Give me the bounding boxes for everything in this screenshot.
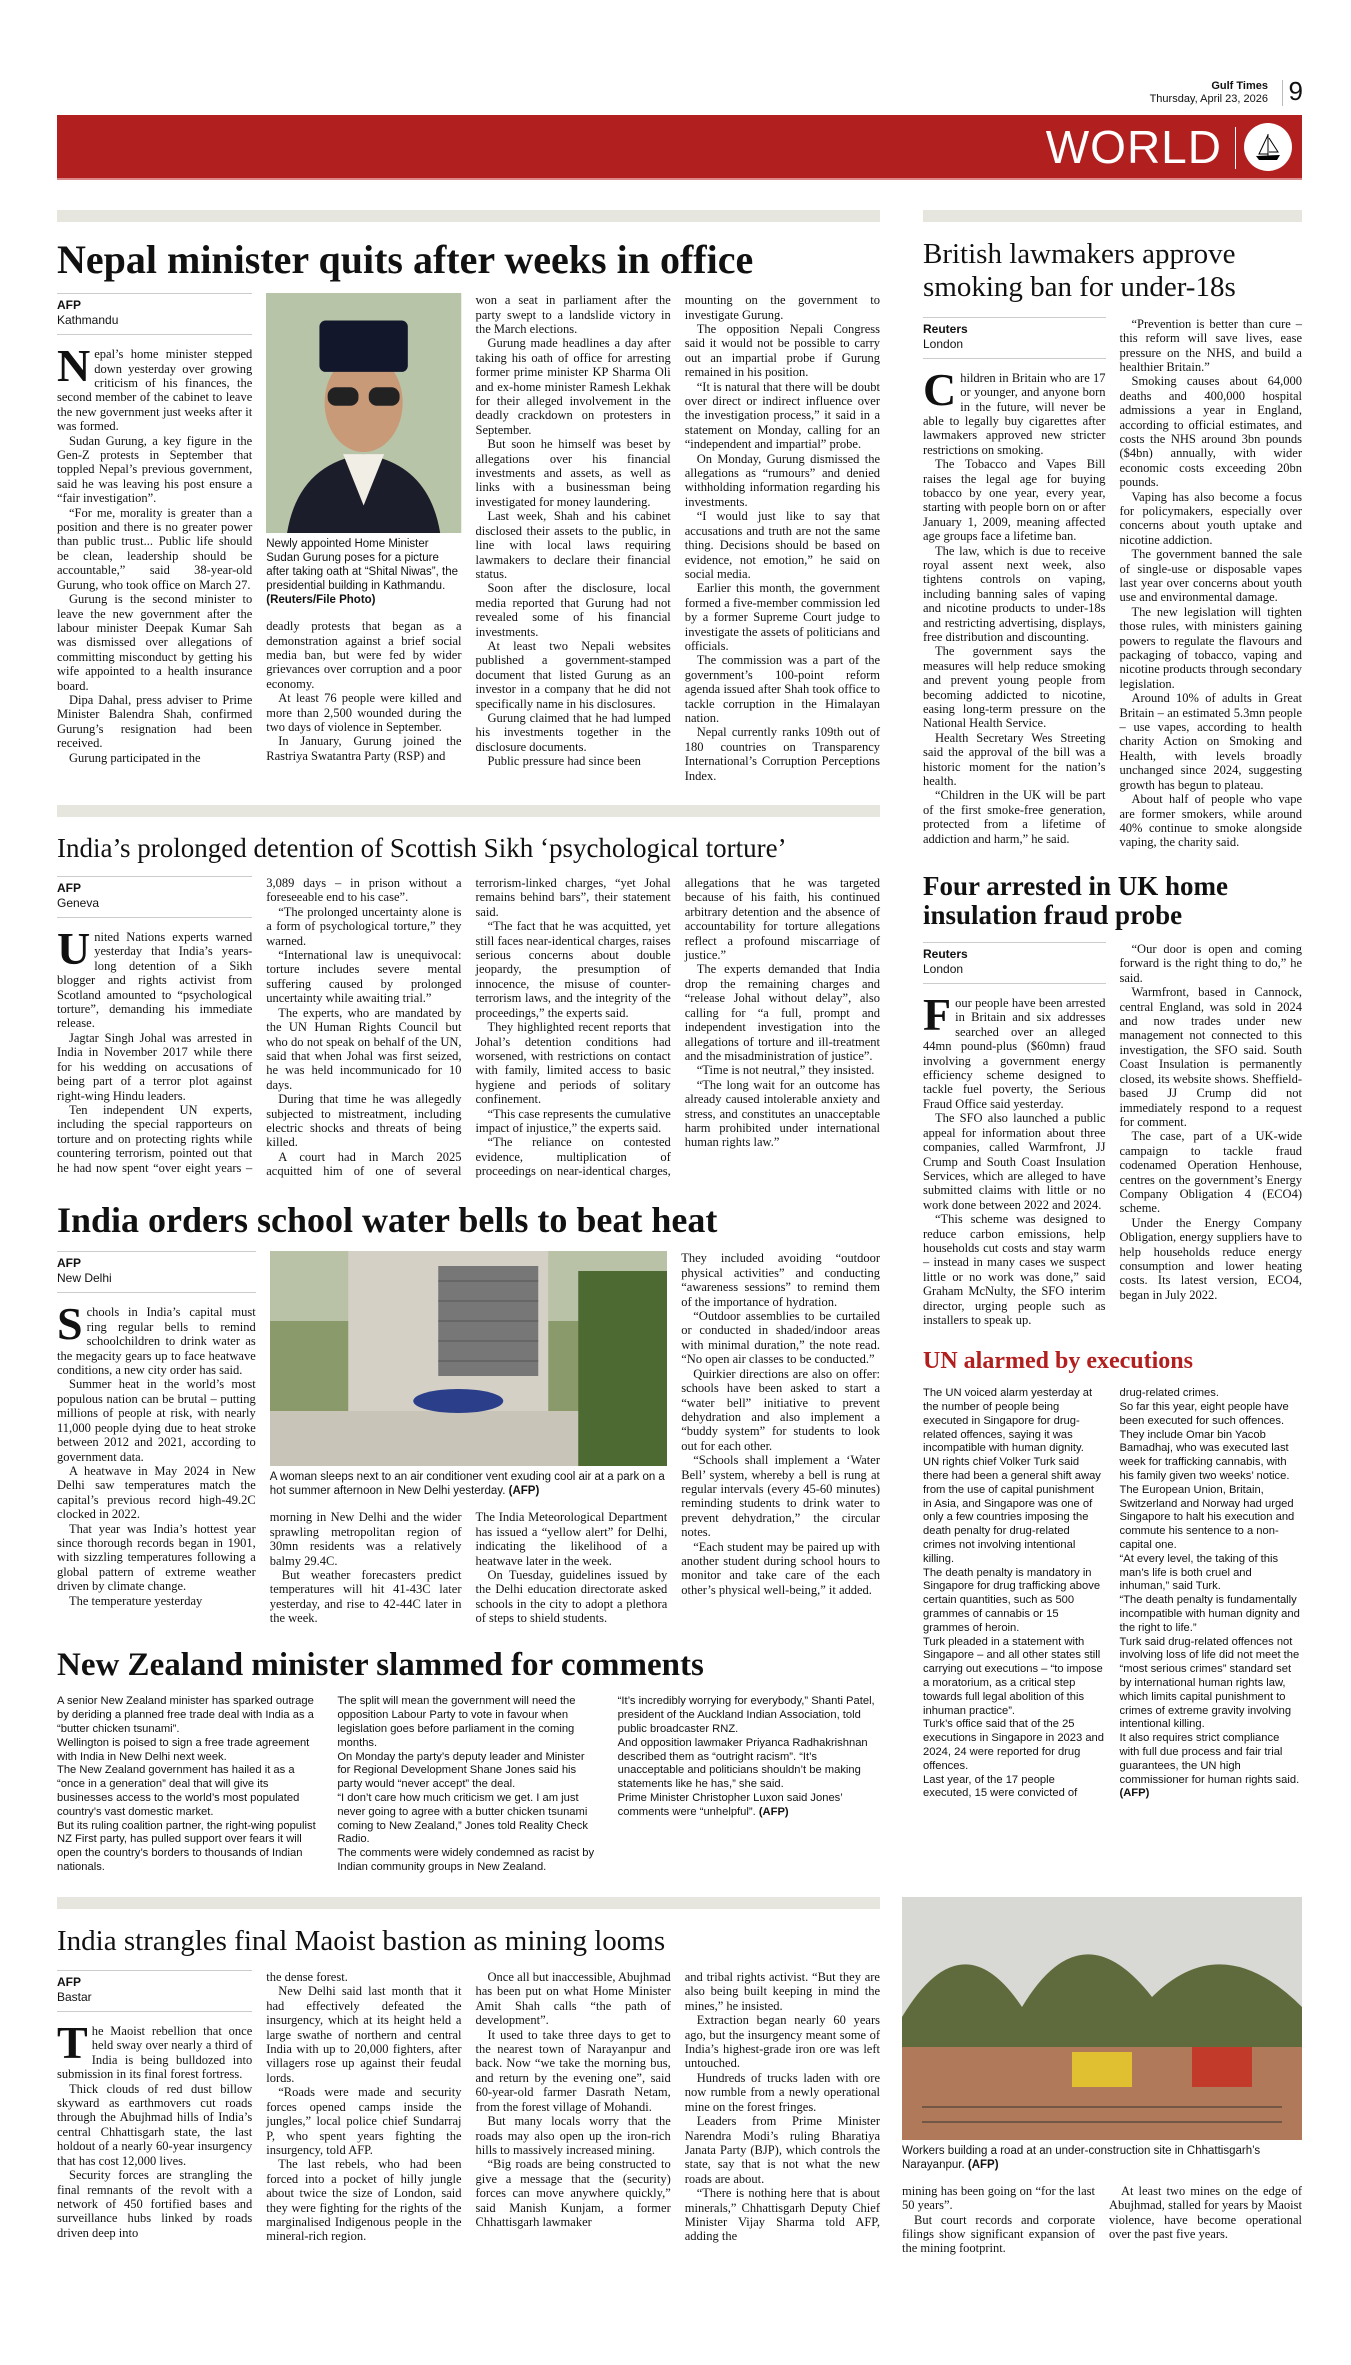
agency: Reuters <box>923 321 968 336</box>
paragraph: Extraction began nearly 60 years ago, but the insurgency meant some of India’s highest-grade iron ore was left untouched. <box>684 2013 880 2071</box>
paragraph: “Prevention is better than cure – this reform will save lives, ease pressure on the NHS, and build a healthier Britain.” <box>1119 316 1302 374</box>
photo-credit: (Reuters/File Photo) <box>266 594 376 607</box>
paragraph: At least two mines on the edge of Abujhmad, stalled for years by Maoist violence, have become operational over the past five years. <box>1109 2183 1302 2241</box>
paragraph: But soon he himself was beset by allegations over his financial investments and assets, as well as links with a businessman being investigated for money laundering. <box>475 437 671 509</box>
agency: AFP <box>57 1975 81 1990</box>
paragraph: “The fact that he was acquitted, yet still faces near-identical charges, raises serious concerns about double jeopardy, the presumption of innocence, the misuse of counter-terrorism laws, and the integrity of the proceedings,” the experts said. <box>475 919 671 1020</box>
paragraph: “Big roads are being constructed to give a message that the (security) forces can move anywhere quickly,” said Manish Kunjam, a former Chhattisgarh lawmaker <box>475 2157 671 2229</box>
paragraph: “For me, morality is greater than a position and there is no greater power than public trust... Public life should be clean, leadership should be accountable,” said 38-year-old Gurung, who took office on March 27. <box>57 505 253 592</box>
paragraph: But court records and corporate filings show significant expansion of the mining footprint. <box>902 2212 1095 2256</box>
paragraph: During that time he was allegedly subjected to mistreatment, including electric shocks and threats of being killed. <box>266 1092 462 1150</box>
nepal-col2 <box>266 293 461 763</box>
drop-cap: N <box>57 340 91 392</box>
insulation-article <box>923 872 1302 1328</box>
sikh-headline: India’s prolonged detention of Scottish Sikh ‘psychological torture’ <box>57 833 787 863</box>
nepal-caption <box>266 537 461 607</box>
byline <box>57 876 252 918</box>
drop-cap: U <box>57 923 91 975</box>
paragraph: “Outdoor assemblies to be curtailed or conducted in shaded/indoor areas with minimal duration,” the note read. “No open air classes to be conducted.” <box>681 1309 880 1367</box>
nepal-col1 <box>57 293 252 765</box>
paragraph: Gurung made headlines a day after taking his oath of office for arresting former prime minister KP Sharma Oli and ex-home minister Ramesh Lekhak for their alleged involvement in the deadly crackdown on protesters in September. <box>475 336 671 437</box>
paragraph: The experts demanded that India drop the remaining charges and “release Johal without delay”, also calling for “a full, prompt and independent investigation into the allegations of torture and ill-treatment and the misadministration of justice”. <box>684 962 880 1063</box>
maoist-headline: India strangles final Maoist bastion as mining looms <box>57 1924 666 1957</box>
paragraph: “I would just like to say that accusations and truth are not the same thing. Decisions should be based on evidence, not emotion,” he said on social media. <box>684 509 880 581</box>
nz-headline: New Zealand minister slammed for comments <box>57 1646 704 1683</box>
sikh-body <box>57 876 880 1179</box>
paragraph: A heatwave in May 2024 in New Delhi saw temperatures match the capital’s previous record high-49.2C clocked in 2022. <box>57 1463 256 1522</box>
paragraph: The death penalty is mandatory in Singapore for drug trafficking above certain quantities, such as 500 grammes of cannabis or 15 grammes of heroin. <box>923 1566 1101 1634</box>
paragraph-text: Prime Minister Christopher Luxon said Jones’ comments were “unhelpful”. <box>617 1791 843 1818</box>
agency: Reuters <box>923 947 968 962</box>
paragraph: The India Meteorological Department has issued a “yellow alert” for Delhi, indicating the likelihood of a heatwave later in the week. <box>475 1510 668 1568</box>
paragraph: Smoking causes about 64,000 deaths and 400,000 hospital admissions a year in England, according to official estimates, and costs the NHS around 3bn pounds ($4bn) annually, with wider economic costs exceeding 20bn pounds. <box>1119 374 1302 490</box>
paragraph: “Time is not neutral,” they insisted. <box>696 1063 875 1078</box>
maoist-col1 <box>57 1970 252 2240</box>
water-middle <box>270 1251 668 1625</box>
photo-credit: (AFP) <box>967 2158 999 2171</box>
paragraph: They included avoiding “outdoor physical activities” and conducting “awareness sessions” to remind them of the importance of hydration. <box>681 1251 880 1309</box>
insulation-headline: Four arrested in UK home insulation fraud probe <box>923 870 1228 930</box>
byline <box>57 1251 256 1293</box>
left-stack <box>57 210 880 1875</box>
paragraph: Health Secretary Wes Streeting said the approval of the bill was a historic moment for the nation’s health. <box>923 730 1106 789</box>
paragraph: “The prolonged uncertainty alone is a form of psychological torture,” they warned. <box>266 904 462 948</box>
paragraph: But weather forecasters predict temperatures will hit 41-43C later yesterday, and rise to 42-44C later in the week. <box>269 1568 462 1626</box>
paragraph: They highlighted recent reports that Johal’s detention conditions had worsened, with restrictions on contact with family, limited access to basic hygiene and periods of solitary confinement. <box>475 1020 671 1107</box>
paragraph: The Tobacco and Vapes Bill raises the legal age for buying tobacco by one year, every year, starting with people born on or after January 1, 2009, meaning affected age groups face a lifetime ban. <box>923 457 1106 544</box>
paragraph: “Schools shall implement a ‘Water Bell’ system, whereby a bell is rung at regular intervals (every 45-60 minutes) reminding students to drink water to prevent dehydration,” the circular notes. <box>681 1453 880 1540</box>
paragraph: the dense forest. <box>266 1970 348 1985</box>
paragraph: and tribal rights activist. “But they are also being built keeping in mind the mines,” he insisted. <box>684 1970 880 2013</box>
paragraph: Thick clouds of red dust billow skyward as earthmovers cut roads through the Abujhmad hills of India’s central Chhattisgarh state, the last holdout of a nearly 60-year insurgency that has cost 12,000 lives. <box>57 2081 253 2168</box>
paragraph: The law, which is due to receive royal assent next week, also tightens controls on vaping, including banning sales of vaping and nicotine products to under-18s and restricting advertising, displays, free distribution and discounting. <box>923 543 1106 644</box>
maoist-col6 <box>1109 2184 1302 2256</box>
dateline: London <box>923 962 964 977</box>
paragraph: Sudan Gurung, a key figure in the Gen-Z protests in September that toppled Nepal’s previous government, said he was leaving his post ensure a “fair investigation”. <box>57 433 253 506</box>
nepal-photo <box>266 293 461 533</box>
paragraph: The comments were widely condemned as racist by Indian community groups in New Zealand. <box>337 1847 595 1873</box>
paragraph: Vaping has also become a focus for policymakers, especially over concerns about youth uptake and nicotine addiction. <box>1119 489 1302 547</box>
paragraph: Wellington is poised to sign a free trade agreement with India in New Delhi next week. <box>57 1736 310 1763</box>
agency: AFP <box>57 298 81 313</box>
un-body <box>923 1387 1302 1801</box>
paragraph: The government says the measures will help reduce smoking and prevent young people from becoming addicted to nicotine, easing long-term pressure on the National Health Service. <box>923 644 1106 731</box>
paragraph: Gurung claimed that he had lumped his investments together in the disclosure documents. <box>475 710 671 754</box>
paragraph: In January, Gurung joined the Rastriya Swatantra Party (RSP) and <box>266 734 462 763</box>
paragraph: That year was India’s hottest year since thorough records began in 1901, with sizzling temperatures following a global pattern of extreme weather driven by climate change. <box>57 1521 256 1594</box>
byline <box>57 1970 252 2012</box>
paragraph: The opposition Nepali Congress said it would not be possible to carry out an impartial probe if Gurung remained in his position. <box>684 322 880 380</box>
maoist-photo <box>902 1897 1302 2140</box>
british-body <box>923 317 1302 850</box>
paragraph: At least two Nepali websites published a government-stamped document that listed Gurung as an investor in a company that he did not specifically name in his disclosures. <box>475 638 671 711</box>
paragraph: “Roads were made and security forces opened camps inside the jungles,” local police chief Sundarraj P, who spent years fighting the insurgency, told AFP. <box>266 2085 462 2157</box>
paragraph: Children in Britain who are 17 or younger, and anyone born in the future, will never be able to legally buy cigarettes after lawmakers approved new stricter restrictions on smoking. <box>923 363 1106 457</box>
paragraph: New Delhi said last month that it had effectively defeated the insurgency, which at its height held a large swathe of northern and central India with up to 20,000 fighters, after villagers rose up against their feudal lords. <box>266 1984 462 2085</box>
paragraph: Turk’s office said that of the 25 executions in Singapore in 2023 and 2024, 24 were reported for drug offences. <box>923 1718 1104 1772</box>
water-col2 <box>270 1510 462 1625</box>
paragraph: On Monday, Gurung dismissed the allegations as “rumours” and denied withholding information regarding his investments. <box>684 451 880 509</box>
page-number: 9 <box>1288 76 1303 106</box>
paragraph: deadly protests that began as a demonstration against a brief social media ban, but were fed by wider grievances over corruption and a poor economy. <box>266 619 462 691</box>
agency: AFP <box>57 881 81 896</box>
section-title: WORLD <box>1045 121 1222 173</box>
paragraph: “This case represents the cumulative impact of injustice,” the experts said. <box>475 1106 671 1135</box>
paragraph: But its ruling coalition partner, the right-wing populist NZ First party, has pulled support over fears it will open the country’s borders to thousands of Indian nationals. <box>57 1819 316 1873</box>
sikh-article <box>57 805 880 1179</box>
paragraph: And opposition lawmaker Priyanca Radhakrishnan described them as “outright racism”. “It’s unacceptable and politicians shouldn’t be making statements like he has,” she said. <box>617 1736 868 1791</box>
paragraph: Summer heat in the world’s most populous nation can be brutal – putting millions of people at risk, with nearly 11,000 people dying due to heat stroke between 2012 and 2021, according to government data. <box>57 1377 256 1464</box>
paragraph: At least 76 people were killed and more than 2,500 wounded during the two days of violence in September. <box>266 691 462 735</box>
water-caption <box>270 1470 668 1498</box>
paragraph: The government banned the sale of single-use or disposable vapes last year over concerns about youth use and environmental damage. <box>1119 547 1302 605</box>
paragraph: Schools in India’s capital must ring regular bells to remind schoolchildren to drink water as the megacity gears up to face heatwave conditions, a new city order has said. <box>57 1298 256 1378</box>
paragraph: “Our door is open and coming forward is the right thing to do,” he said. <box>1119 942 1302 985</box>
dateline: Kathmandu <box>57 313 119 328</box>
paragraph: Under the Energy Company Obligation, energy suppliers have to help households reduce energy consumption and lower heating costs. Its latest version, ECO4, began in July 2022. <box>1119 1215 1302 1302</box>
paragraph: Earlier this month, the government formed a five-member commission led by a former Supreme Court judge to investigate the assets of politicians and officials. <box>684 581 880 653</box>
paragraph: Last week, Shah and his cabinet disclosed their assets to the public, in line with local laws requiring lawmakers to declare their financial status. <box>475 509 671 581</box>
paragraph: A court had in March 2025 acquitted him of one of several terrorism-linked charges, “yet Johal remains behind bars”, their statement said. <box>266 876 671 1179</box>
paragraph: Gurung is the second minister to leave the new government after the labour minister Deepak Kumar Sah was dismissed over allegations of committing misconduct by getting his wife appointed to a health insurance board. <box>57 592 253 693</box>
main-area <box>57 210 1302 1875</box>
paragraph: “I don’t care how much criticism we get. I am just never going to agree with a butter chicken tsunami coming to New Zealand,” Jones told Reality Check Radio. <box>337 1791 588 1846</box>
water-col4 <box>681 1251 880 1597</box>
paragraph: On Tuesday, guidelines issued by the Delhi education directorate asked schools in the city to adopt a plethora of steps to shield students. <box>475 1568 668 1626</box>
right-stack <box>923 210 1302 1875</box>
dhow-boat-logo-icon <box>1244 123 1292 171</box>
paragraph: Nepal’s home minister stepped down yesterday over growing criticism of his finances, the second member of the cabinet to leave the new government just weeks after it was formed. <box>57 340 253 434</box>
paragraph: won a seat in parliament after the party swept to a landslide victory in the March elections. <box>475 293 671 336</box>
dateline: London <box>923 336 964 351</box>
paragraph: Gurung participated in the <box>69 750 201 765</box>
section-rule <box>57 805 880 817</box>
un-article <box>923 1349 1302 1801</box>
paragraph: Jagtar Singh Johal was arrested in India in November 2017 while there for his wedding on accusations of being part of a terror plot against right-wing Hindu leaders. <box>57 1030 253 1103</box>
paragraph: “The reliance on contested evidence, multiplication of proceedings on near-identical charges, allegations that he was targeted because of his faith, his continued arbitrary detention and the absence of accountability for torture allegations reflect a profound miscarriage of justice.” <box>475 876 880 1179</box>
paragraph: Around 10% of adults in Great Britain – an estimated 5.3mn people – use vapes, according to health charity Action on Smoking and Health, with levels broadly unchanged since 2024, suggesting growth has begun to plateau. <box>1119 691 1302 792</box>
paper-name: Gulf Times <box>1211 80 1268 92</box>
paragraph: The commission was a part of the government’s 100-point reform agenda issued after Shah took office to tackle corruption in the Himalayan nation. <box>684 653 880 725</box>
maoist-col3 <box>476 1970 671 2229</box>
caption-text: Newly appointed Home Minister Sudan Gurung poses for a picture after taking oath at “Shital Niwas”, the presidential building in Kathmandu. <box>266 538 459 593</box>
maoist-left <box>57 1897 880 2256</box>
paragraph: Ten independent UN experts, including the special rapporteurs on torture and on protecting rights while countering terrorism, pointed out that he had now spent “over eight years – 3,089 days – in prison without a foreseeable end to his case”. <box>57 876 462 1175</box>
paragraph: UN rights chief Volker Turk said there had been a general shift away from the use of capital punishment in Asia, and Singapore was one of only a few countries imposing the death penalty for drug-related crimes not involving intentional killing. <box>923 1456 1101 1565</box>
paragraph: “International law is unequivocal: torture includes severe mental suffering caused by prolonged uncertainty while awaiting trial.” <box>266 948 462 1006</box>
maoist-article <box>57 1897 1302 2256</box>
masthead <box>1150 80 1283 106</box>
maoist-col4 <box>685 1970 880 2244</box>
paragraph: Last year, of the 17 people executed, 15 were convicted of drug-related crimes. <box>923 1387 1219 1800</box>
paragraph: Nepal currently ranks 109th out of 180 countries on Transparency International’s Corruption Perceptions Index. <box>684 725 880 783</box>
paragraph: On Monday the party’s deputy leader and Minister for Regional Development Shane Jones said his party would “never accept” the deal. <box>337 1750 585 1791</box>
british-headline: British lawmakers approve smoking ban for under-18s <box>923 238 1236 304</box>
dateline: Bastar <box>57 1990 92 2005</box>
paragraph: “The long wait for an outcome has already caused intolerable anxiety and stress, and constitutes an unacceptable harm prohibited under international human rights law.” <box>684 1077 880 1150</box>
dateline: Geneva <box>57 896 100 911</box>
paragraph: The new legislation will tighten those rules, with ministers gaining powers to regulate the flavours and packaging of tobacco, vaping and nicotine products through secondary legislation. <box>1119 604 1302 691</box>
insulation-body <box>923 942 1302 1327</box>
paragraph: Turk pleaded in a statement with Singapore – and all other states still carrying out executions – “to impose a moratorium, as a critical step towards full legal abolition of this inhuman practice”. <box>923 1635 1103 1717</box>
water-article <box>57 1201 880 1626</box>
paragraph: The split will mean the government will need the opposition Labour Party to vote in favour when legislation goes before parliament in the coming months. <box>337 1695 576 1749</box>
nz-article <box>57 1648 880 1875</box>
nepal-col4 <box>685 293 880 783</box>
paragraph: The temperature yesterday <box>69 1593 203 1608</box>
nepal-col3 <box>476 293 671 768</box>
paragraph: It used to take three days to get to the nearest town of Narayanpur and back. Now “we take the morning bus, and return by the evening one”, said 60-year-old farmer Dasrath Netam, from the forest village of Mohandi. <box>475 2027 671 2114</box>
maoist-col2 <box>266 1970 461 2244</box>
drop-cap: C <box>923 363 957 415</box>
paragraph: Hundreds of trucks laden with ore now rumble from a newly operational mine on the forest fringes. <box>684 2070 880 2114</box>
paragraph: A senior New Zealand minister has sparked outrage by deriding a planned free trade deal with India as a “butter chicken tsunami”. <box>57 1695 314 1735</box>
paragraph: The SFO also launched a public appeal for information about three companies, called Warmfront, JJ Crump and South Coast Insulation Services, which are alleged to have submitted claims with little or no work done between 2022 and 2024. <box>923 1111 1106 1212</box>
paragraph: But many locals worry that the roads may also open up the iron-rich hills to massively increased mining. <box>475 2114 671 2157</box>
paragraph: Soon after the disclosure, local media reported that Gurung had not revealed some of his financial investments. <box>475 581 671 639</box>
paragraph: Leaders from Prime Minister Narendra Modi’s ruling Bharatiya Janata Party (BJP), which controls the state, say that is not what the new roads are about. <box>684 2114 880 2186</box>
paragraph: Warmfront, based in Cannock, central England, was sold in 2024 and now trades under new management not connected to this investigation, the SFO said. South Coast Insulation is permanently closed, its website shows. Sheffield-based JJ Crump did not immediately respond to a request for comment. <box>1119 985 1302 1129</box>
paragraph: “It is natural that there will be doubt over direct or indirect influence over the investigation process,” it said in a statement on Monday, calling for an “independent and impartial” probe. <box>684 379 880 452</box>
paragraph: Once all but inaccessible, Abujhmad has been put on what Home Minister Amit Shah calls “the path of development”. <box>475 1970 671 2028</box>
paragraph: Security forces are strangling the final remnants of the revolt with a network of 450 fortified bases and surveillance hubs linked by roads driven deep into <box>57 2168 253 2240</box>
drop-cap: F <box>923 989 952 1041</box>
paragraph: “The death penalty is fundamentally incompatible with human dignity and the right to life.” <box>1119 1594 1300 1634</box>
nz-body <box>57 1695 880 1874</box>
issue-date: Thursday, April 23, 2026 <box>1149 93 1268 105</box>
paragraph: The Maoist rebellion that once held sway over nearly a third of India is being bulldozed into submission in its final forest fortress. <box>57 2017 253 2082</box>
divider <box>1235 127 1236 169</box>
paragraph: “Children in the UK will be part of the first smoke-free generation, protected from a lifetime of addiction and harm,” he said. <box>923 788 1106 846</box>
drop-cap: S <box>57 1298 83 1350</box>
caption-text: A woman sleeps next to an air conditioner vent exuding cool air at a park on a hot summer afternoon in New Delhi yesterday. <box>269 1471 665 1498</box>
paragraph: “Each student may be paired up with another student during school hours to monitor and take care of the each other’s physical well-being,” it added. <box>681 1539 880 1597</box>
paragraph <box>1120 1732 1303 1801</box>
paragraph: Public pressure had since been <box>487 754 641 769</box>
paragraph <box>618 1792 880 1820</box>
section-rule <box>923 210 1302 222</box>
paragraph: The New Zealand government has hailed it as a “once in a generation” deal that will give its businesses access to the world’s most populated country’s vast domestic market. <box>57 1764 300 1818</box>
credit: (AFP) <box>758 1805 789 1818</box>
paragraph: “It’s incredibly worrying for everybody,” Shanti Patel, president of the Auckland Indian Association, told public broadcaster RNZ. <box>617 1695 875 1735</box>
water-col3 <box>476 1510 668 1625</box>
paragraph: “There is nothing here that is about minerals,” Chhattisgarh Deputy Chief Minister Vijay Sharma told AFP, adding the <box>684 2186 880 2244</box>
nepal-headline: Nepal minister quits after weeks in office <box>57 237 754 282</box>
paragraph: The last rebels, who had been forced into a pocket of hilly jungle about twice the size of London, said they were fighting for the rights of the marginalised Indigenous people in the mineral-rich region. <box>266 2157 462 2244</box>
byline <box>923 317 1106 359</box>
paragraph: The UN voiced alarm yesterday at the number of people being executed in Singapore for drug-related offences, saying it was incompatible with human dignity. <box>923 1387 1093 1455</box>
paragraph: mounting on the government to investigate Gurung. <box>684 293 880 322</box>
paragraph: “At every level, the taking of this man’s life is both cruel and inhuman,” said Turk. <box>1119 1552 1279 1593</box>
caption-text: Workers building a road at an under-construction site in Chhattisgarh’s Narayanpur. <box>902 2144 1261 2171</box>
water-col1 <box>57 1251 256 1608</box>
paragraph: Four people have been arrested in Britain and six addresses searched over an alleged 44mn pound-plus ($60mn) fraud involving a government energy efficiency scheme designed to tackle fuel poverty, the Serious Fraud Office said yesterday. <box>923 989 1106 1111</box>
paragraph: morning in New Delhi and the wider sprawling metropolitan region of 30mn residents was a relatively balmy 29.4C. <box>269 1510 462 1568</box>
paragraph: The European Union, Britain, Switzerland and Norway had urged Singapore to halt his execution and commute his sentence to a non-capital one. <box>1119 1483 1295 1552</box>
agency: AFP <box>57 1256 81 1271</box>
photo-credit: (AFP) <box>508 1485 540 1498</box>
paragraph: Turk said drug-related offences not involving loss of life did not meet the “most serious crimes” standard set by international human rights law, which limits capital punishment to crimes of extreme gravity involving intentional killing. <box>1119 1635 1300 1731</box>
byline <box>923 942 1106 984</box>
maoist-caption <box>902 2144 1302 2172</box>
section-band <box>57 115 1302 180</box>
section-rule <box>57 210 880 222</box>
un-headline: UN alarmed by executions <box>923 1348 1193 1375</box>
paragraph: The case, part of a UK-wide campaign to tackle fraud codenamed Operation Henhouse, centres on the government’s Energy Company Obligation 4 (ECO4) scheme. <box>1119 1129 1302 1216</box>
masthead-area <box>0 0 1351 115</box>
paragraph: About half of people who vape are former smokers, while around 40% continue to smoke alongside vaping, the charity said. <box>1119 792 1302 850</box>
water-headline: India orders school water bells to beat heat <box>57 1199 718 1240</box>
british-article <box>923 210 1302 850</box>
paragraph: The experts, who are mandated by the UN Human Rights Council but who do not speak on behalf of the UN, said that when Johal was first seized, he was held incommunicado for 10 days. <box>266 1005 462 1092</box>
dateline: New Delhi <box>57 1271 112 1286</box>
paragraph: mining has been going on “for the last 50 years”. <box>902 2183 1095 2213</box>
paragraph: United Nations experts warned yesterday that India’s years-long detention of a Sikh blogger and rights activist from Scotland amounted to “psychological torture”, demanding his immediate release. <box>57 923 253 1031</box>
water-photo <box>270 1251 668 1466</box>
nepal-article <box>57 210 880 783</box>
paragraph: “This scheme was designed to reduce carbon emissions, help households cut costs and stay warm – instead in many cases we suspect little or no work was done,” said Graham McNulty, the SFO interim director, urging people such as installers to speak up. <box>923 1212 1106 1327</box>
paragraph-text: It also requires strict compliance with full due process and fair trial guarantees, the UN high commissioner for human rights said. <box>1119 1732 1300 1786</box>
drop-cap: T <box>57 2017 88 2069</box>
byline <box>57 293 252 335</box>
paragraph: So far this year, eight people have been executed for such offences. They include Omar bin Yacob Bamadhaj, who was executed last week for trafficking cannabis, with his family given two weeks’ notice. <box>1119 1401 1290 1483</box>
credit: (AFP) <box>1119 1787 1150 1800</box>
section-rule <box>57 1897 880 1909</box>
maoist-col5 <box>902 2184 1095 2256</box>
paragraph: Dipa Dahal, press adviser to Prime Minister Balendra Shah, confirmed Gurung’s resignation had been received. <box>57 692 253 751</box>
paragraph: Quirkier directions are also on offer: schools have been asked to start a “water bell” initiative to prevent dehydration and also implement a “buddy system” for students to look out for each other. <box>681 1366 880 1453</box>
maoist-right <box>902 1897 1302 2256</box>
